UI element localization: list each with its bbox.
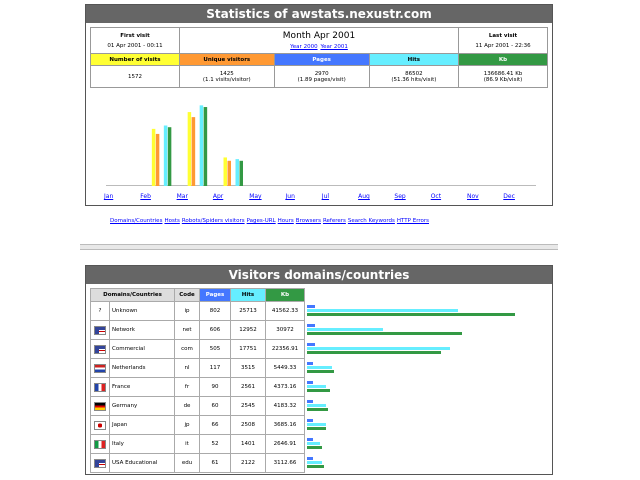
chart-bar [204,107,208,186]
first-visit-label: First visit [120,32,150,39]
flag-cell [91,416,110,435]
domain-row [91,435,550,454]
unknown-icon: ? [98,308,102,314]
flag-cell [91,302,110,321]
chart-bar [168,127,172,186]
year-2000-link[interactable]: Year 2000 [290,43,318,50]
kb-bar [307,389,330,392]
pages-subvalue: (1.89 pages/visit) [297,76,346,83]
domain-hits: 2545 [231,397,266,416]
chart-bar [240,161,244,186]
domain-name: USA Educational [110,454,175,473]
bar-cell [305,340,550,359]
kb-bar [307,408,328,411]
domain-pages: 60 [200,397,231,416]
nav-link[interactable]: Hosts [164,218,180,224]
flag-cell [91,397,110,416]
first-visit-value: 01 Apr 2001 - 00:11 [107,42,163,49]
kb-bar [307,332,462,335]
month-link[interactable]: Feb [140,193,151,200]
domain-hits: 2508 [231,416,266,435]
hits-bar [307,366,332,369]
month-link[interactable]: Jan [104,193,114,200]
hits-bar [307,328,383,331]
domain-code: nl [175,359,200,378]
month-link[interactable]: Apr [212,193,224,200]
chart-bar [236,159,240,186]
domain-code: jp [175,416,200,435]
domain-row [91,378,550,397]
pages-bar [307,362,313,365]
domain-row [91,397,550,416]
jp-flag-icon [94,421,106,430]
domain-code: it [175,435,200,454]
domain-name: Germany [110,397,175,416]
hits-bar [307,385,326,388]
month-link[interactable]: Aug [358,193,370,200]
domain-code: edu [175,454,200,473]
chart-bar [192,117,196,186]
nav-link[interactable]: Referers [322,218,346,224]
kb-bar [307,351,441,354]
pages-header: Pages [274,54,369,66]
domain-hits: 2561 [231,378,266,397]
domain-kb: 41562.33 [266,302,305,321]
domain-kb: 22356.91 [266,340,305,359]
domain-code: fr [175,378,200,397]
us-flag-icon [94,326,106,335]
section-separator [80,244,558,250]
domain-name: Network [110,321,175,340]
domains-table [90,288,550,473]
summary-panel [85,4,553,206]
section-nav-links [110,218,530,224]
month-link[interactable]: May [249,193,262,200]
chart-bar [188,112,192,186]
pages-bar [307,438,313,441]
pages-bar [307,305,315,308]
domain-row [91,416,550,435]
domain-row [91,454,550,473]
domain-name: Italy [110,435,175,454]
chart-bar [164,126,168,186]
pages-bar [307,419,313,422]
fr-flag-icon [94,383,106,392]
domain-hits: 12952 [231,321,266,340]
hits-bar [307,309,458,312]
domain-row [91,340,550,359]
kb-value: 136686.41 Kb [483,70,523,77]
bar-cell [305,321,550,340]
month-links [100,193,540,203]
domain-pages: 606 [200,321,231,340]
pages-col-header: Pages [200,289,231,302]
chart-bar [200,105,204,186]
pages-bar [307,381,313,384]
chart-bar [156,134,160,186]
summary-table [90,27,548,88]
monthly-history-chart [106,100,536,186]
domain-name: Japan [110,416,175,435]
pages-bar [307,324,315,327]
kb-header: Kb [459,54,548,66]
unique-visitors-value-cell [180,66,275,88]
visits-header: Number of visits [91,54,180,66]
month-link[interactable]: Oct [430,193,442,200]
flag-cell [91,340,110,359]
flag-cell [91,321,110,340]
domain-name: Netherlands [110,359,175,378]
nav-link[interactable]: Domains/Countries [110,218,163,224]
chart-bar [224,157,228,186]
kb-bar [307,465,324,468]
pages-bar [307,457,313,460]
pages-value: 2970 [314,70,329,77]
hits-bar [307,442,320,445]
bar-col-header [305,289,550,302]
unique-visitors-header: Unique visitors [180,54,275,66]
pages-bar [307,343,315,346]
bar-cell [305,416,550,435]
domains-panel [85,265,553,475]
month-cell [180,28,459,54]
domain-code: de [175,397,200,416]
first-visit-cell [91,28,180,54]
domain-name: Unknown [110,302,175,321]
bar-cell [305,435,550,454]
domain-pages: 52 [200,435,231,454]
kb-bar [307,370,334,373]
last-visit-value: 11 Apr 2001 - 22:36 [475,42,531,49]
bar-cell [305,397,550,416]
flag-cell [91,435,110,454]
domain-kb: 4183.32 [266,397,305,416]
bar-cell [305,378,550,397]
bar-cell [305,302,550,321]
unique-visitors-subvalue: (1.1 visits/visitor) [202,76,251,83]
domain-kb: 3685.16 [266,416,305,435]
hits-value-cell [369,66,458,88]
nav-link[interactable]: Browsers [295,218,321,224]
month-link[interactable]: Jul [321,193,330,200]
hits-bar [307,347,450,350]
bar-cell [305,359,550,378]
us-flag-icon [94,345,106,354]
month-link[interactable]: Sep [394,193,406,200]
domain-code: ip [175,302,200,321]
domain-name: Commercial [110,340,175,359]
domains-title: Visitors domains/countries [86,266,552,284]
last-visit-label: Last visit [488,32,518,39]
month-link[interactable]: Jun [285,193,295,200]
hits-header: Hits [369,54,458,66]
nav-link[interactable]: Hours [277,218,294,224]
domain-pages: 90 [200,378,231,397]
domain-kb: 4373.16 [266,378,305,397]
domain-hits: 2122 [231,454,266,473]
it-flag-icon [94,440,106,449]
chart-bar [228,161,232,186]
domain-hits: 25713 [231,302,266,321]
month-link[interactable]: Dec [503,193,515,200]
domain-pages: 505 [200,340,231,359]
de-flag-icon [94,402,106,411]
domain-hits: 17751 [231,340,266,359]
domain-pages: 802 [200,302,231,321]
month-link[interactable]: Mar [176,193,188,200]
domain-hits: 3515 [231,359,266,378]
hits-col-header: Hits [231,289,266,302]
domain-name: France [110,378,175,397]
domains-header: Domains/Countries [91,289,175,302]
domain-pages: 66 [200,416,231,435]
year-2001-link[interactable]: Year 2001 [320,43,348,50]
visits-value: 1572 [128,73,142,80]
domain-code: net [175,321,200,340]
domain-kb: 30972 [266,321,305,340]
domain-kb: 3112.66 [266,454,305,473]
us-flag-icon [94,459,106,468]
summary-title: Statistics of awstats.nexustr.com [86,5,552,23]
flag-cell [91,454,110,473]
kb-col-header: Kb [266,289,305,302]
flag-cell [91,359,110,378]
domain-row [91,359,550,378]
domain-code: com [175,340,200,359]
hits-bar [307,423,326,426]
hits-subvalue: (51.36 hits/visit) [391,76,437,83]
pages-bar [307,400,313,403]
hits-bar [307,461,322,464]
nav-link[interactable]: Search Keywords [347,218,395,224]
month-link[interactable]: Nov [467,193,479,200]
kb-bar [307,313,515,316]
domain-row [91,302,550,321]
domain-pages: 61 [200,454,231,473]
hits-value: 86502 [405,70,423,77]
code-header: Code [175,289,200,302]
domain-kb: 5449.33 [266,359,305,378]
flag-cell [91,378,110,397]
bar-cell [305,454,550,473]
hits-bar [307,404,326,407]
domain-hits: 1401 [231,435,266,454]
domain-pages: 117 [200,359,231,378]
kb-subvalue: (86.9 Kb/visit) [483,76,523,83]
domain-row [91,321,550,340]
chart-bar [152,129,156,186]
nav-link[interactable]: Pages-URL [246,218,276,224]
kb-value-cell [459,66,548,88]
kb-bar [307,446,322,449]
last-visit-cell [459,28,548,54]
unique-visitors-value: 1425 [219,70,234,77]
nl-flag-icon [94,364,106,373]
pages-value-cell [274,66,369,88]
kb-bar [307,427,326,430]
nav-link[interactable]: HTTP Errors [396,218,429,224]
visits-value-cell [91,66,180,88]
month-title: Month Apr 2001 [282,30,356,41]
nav-link[interactable]: Robots/Spiders visitors [181,218,245,224]
domain-kb: 2646.91 [266,435,305,454]
